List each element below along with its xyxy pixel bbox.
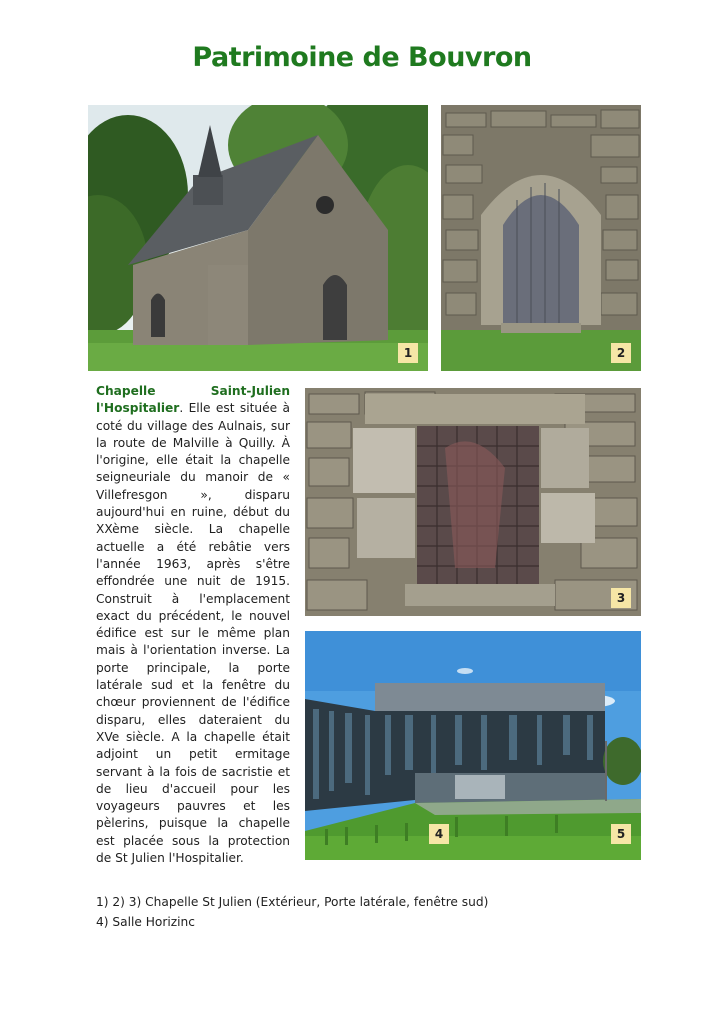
caption-line-1: 1) 2) 3) Chapelle St Julien (Extérieur, Porte latérale, fenêtre sud) [96, 895, 489, 909]
south-window-image [305, 388, 641, 616]
chapel-body-text: . Elle est située à coté du village des Aulnais, sur la route de Malville à Quilly. À l'origine, elle était la chapelle seigneuriale du manoir de « Villefresgon », disparu aujourd'hui en ruine, début du XXème siècle. La chapelle actuelle a été rebâtie vers l'année 1963, après s'être effondrée une nuit de 1915. Construit à l'emplacement exact du précédent, le nouvel édifice est sur le même plan mais à l'orientation inverse. La porte principale, la porte latérale sud et la fenêtre du chœur proviennent de l'édifice disparu, elles dateraient du XVe siècle. A la chapelle était adjoint un petit ermitage servant à la fois de sacristie et de lieu d'accueil pour les voyageurs pauvres et les pèlerins, puisque la chapelle est placée sous la protection de St Julien l'Hospitalier. [96, 401, 290, 866]
page-title: Patrimoine de Bouvron [192, 42, 532, 73]
chapel-description [96, 383, 290, 867]
photo-captions [96, 892, 656, 932]
photo-number-badge: 3 [611, 588, 631, 608]
photo-number-badge: 1 [398, 343, 418, 363]
photo-number-badge: 5 [611, 824, 631, 844]
caption-line-2: 4) Salle Horizinc [96, 915, 195, 929]
side-door-image [441, 105, 641, 371]
salle-horizinc-image [305, 631, 641, 860]
photo-number-badge: 2 [611, 343, 631, 363]
photo-chapel-exterior [88, 105, 428, 371]
photo-salle-horizinc [305, 631, 641, 860]
photo-number-badge: 4 [429, 824, 449, 844]
chapel-heading: Chapelle Saint-Julien l'Hospitalier [96, 384, 290, 416]
chapel-exterior-image [88, 105, 428, 371]
photo-south-window [305, 388, 641, 616]
photo-side-door [441, 105, 641, 371]
